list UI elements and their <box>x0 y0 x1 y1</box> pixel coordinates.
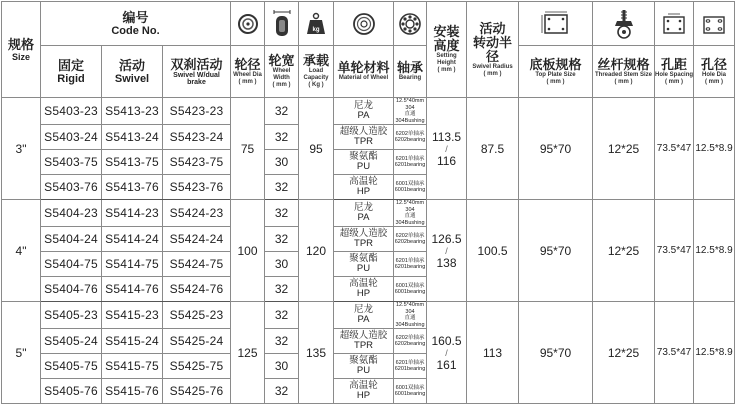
header-rigid: 固定 Rigid <box>41 46 102 98</box>
plate-size-cell: 95*70 <box>519 98 593 200</box>
hole-spacing-cell: 73.5*47 <box>655 302 694 404</box>
bearing-line-1: 6001双轴承 <box>395 282 425 289</box>
load-cell: 135 <box>299 302 334 404</box>
brake-code: S5424-76 <box>163 277 231 302</box>
wheel-width-cell: 30 <box>265 150 299 175</box>
setting-height-cell <box>427 98 467 200</box>
setting-height-cell <box>427 200 467 302</box>
stem-size-cell: 12*25 <box>593 98 655 200</box>
material-zh: 超级人造胶 <box>339 126 388 137</box>
material-zh: 超级人造胶 <box>339 228 388 239</box>
setting-height-a: 113.5 <box>431 129 462 144</box>
setting-height-a: 160.5 <box>431 333 462 348</box>
wheel-front-icon <box>237 13 259 35</box>
slash-divider: / <box>445 245 448 256</box>
bearing-line-2: 6001bearing <box>394 289 426 295</box>
spec-body <box>2 98 735 404</box>
swivel-code: S5413-23 <box>102 98 163 125</box>
brake-code: S5424-24 <box>163 227 231 252</box>
bearing-line-1: 6201单轴承 <box>395 359 425 366</box>
brake-code: S5425-75 <box>163 354 231 379</box>
bearing-line-2: 6202bearing <box>394 239 426 245</box>
bearing-cell <box>394 175 427 200</box>
top-plate-icon <box>541 11 571 37</box>
load-cell: 120 <box>299 200 334 302</box>
wheel-width-cell: 32 <box>265 302 299 329</box>
material-en: PA <box>357 110 370 121</box>
wheel-dia-cell: 125 <box>231 302 265 404</box>
header-brake: 双刹活动 Swivel W/dual brake <box>163 46 231 98</box>
rigid-code: S5403-75 <box>41 150 102 175</box>
bearing-cell <box>394 252 427 277</box>
header-plate-icon-cell <box>519 2 593 46</box>
material-cell <box>334 302 394 329</box>
material-cell <box>334 150 394 175</box>
wheel-width-cell: 30 <box>265 354 299 379</box>
swivel-radius-cell: 100.5 <box>467 200 519 302</box>
hole-dia-cell: 12.5*8.9 <box>694 98 735 200</box>
brake-code: S5424-23 <box>163 200 231 227</box>
size-cell: 5" <box>2 302 41 404</box>
swivel-radius-cell: 113 <box>467 302 519 404</box>
slash-divider: / <box>445 143 448 154</box>
material-en: PA <box>357 314 370 325</box>
swivel-code: S5415-23 <box>102 302 163 329</box>
material-zh: 聚氨酯 <box>349 151 378 162</box>
bearing-line-1: 12.5*40mm 304 <box>395 98 425 111</box>
hole-spacing-icon <box>661 12 687 36</box>
header-swivel: 活动 Swivel <box>102 46 163 98</box>
bearing-line-2: 直通304Bushing <box>395 111 425 124</box>
material-cell <box>334 329 394 354</box>
slash-divider: / <box>445 347 448 358</box>
material-cell <box>334 227 394 252</box>
brake-code: S5423-76 <box>163 175 231 200</box>
header-wheel-dia-icon-cell <box>231 2 265 46</box>
size-cell: 4" <box>2 200 41 302</box>
hole-spacing-cell: 73.5*47 <box>655 200 694 302</box>
setting-height-b: 138 <box>436 255 457 270</box>
wheel-width-cell: 32 <box>265 227 299 252</box>
bearing-cell <box>394 329 427 354</box>
header-material-icon-cell <box>334 2 394 46</box>
rigid-code: S5405-23 <box>41 302 102 329</box>
swivel-code: S5415-76 <box>102 379 163 404</box>
brake-code: S5423-24 <box>163 125 231 150</box>
bearing-line-1: 12.5*40mm 304 <box>395 200 425 213</box>
wheel-dia-cell: 100 <box>231 200 265 302</box>
material-en: HP <box>356 390 371 401</box>
bearing-cell <box>394 98 427 125</box>
caster-spec-table <box>1 1 735 404</box>
rigid-code: S5404-23 <box>41 200 102 227</box>
table-row <box>2 302 735 329</box>
swivel-code: S5414-75 <box>102 252 163 277</box>
header-plate-size: 底板规格 Top Plate Size ( mm ) <box>519 46 593 98</box>
plate-size-cell: 95*70 <box>519 200 593 302</box>
bearing-line-2: 6201bearing <box>394 366 426 372</box>
header-hole-spacing: 孔距 Hole Spacing ( mm ) <box>655 46 694 98</box>
bearing-icon <box>398 12 422 36</box>
material-cell <box>334 379 394 404</box>
material-zh: 尼龙 <box>354 304 374 315</box>
hole-dia-cell: 12.5*8.9 <box>694 200 735 302</box>
material-en: PU <box>356 365 371 376</box>
header-stem-icon-cell <box>593 2 655 46</box>
wheel-width-cell: 32 <box>265 379 299 404</box>
material-zh: 高温轮 <box>349 278 378 289</box>
header-wheel-width: 轮宽 Wheel Width ( mm ) <box>265 46 299 98</box>
header-code: 编号 Code No. <box>41 2 231 46</box>
bearing-cell <box>394 227 427 252</box>
material-zh: 聚氨酯 <box>349 253 378 264</box>
header-setting-height: 安装 高度 Setting Height ( mm ) <box>427 2 467 98</box>
bearing-line-2: 6202bearing <box>394 341 426 347</box>
bearing-cell <box>394 150 427 175</box>
bearing-line-2: 直通304Bushing <box>395 213 425 226</box>
material-en: TPR <box>354 238 374 249</box>
rigid-code: S5403-76 <box>41 175 102 200</box>
header-load: 承载 Load Capacity ( Kg ) <box>299 46 334 98</box>
brake-code: S5423-23 <box>163 98 231 125</box>
header-hole-dia-icon-cell <box>694 2 735 46</box>
header-material: 单轮材料 Material of Wheel <box>334 46 394 98</box>
swivel-code: S5413-75 <box>102 150 163 175</box>
rigid-code: S5405-75 <box>41 354 102 379</box>
swivel-code: S5414-23 <box>102 200 163 227</box>
plate-size-cell: 95*70 <box>519 302 593 404</box>
table-row <box>2 200 735 227</box>
wheel-dia-cell: 75 <box>231 98 265 200</box>
brake-code: S5425-23 <box>163 302 231 329</box>
swivel-code: S5415-24 <box>102 329 163 354</box>
setting-height-a: 126.5 <box>431 231 462 246</box>
header-wheel-width-icon-cell <box>265 2 299 46</box>
material-zh: 超级人造胶 <box>339 330 388 341</box>
wheel-material-icon <box>352 12 376 36</box>
swivel-code: S5413-24 <box>102 125 163 150</box>
header-swivel-radius: 活动 转动半径 Swivel Radius ( mm ) <box>467 2 519 98</box>
material-zh: 高温轮 <box>349 176 378 187</box>
swivel-code: S5413-76 <box>102 175 163 200</box>
brake-code: S5423-75 <box>163 150 231 175</box>
bearing-line-1: 6001双轴承 <box>395 180 425 187</box>
swivel-code: S5414-24 <box>102 227 163 252</box>
setting-height-b: 161 <box>436 357 457 372</box>
bearing-line-1: 6201单轴承 <box>395 155 425 162</box>
size-cell: 3" <box>2 98 41 200</box>
setting-height-cell <box>427 302 467 404</box>
rigid-code: S5404-75 <box>41 252 102 277</box>
bearing-line-2: 6001bearing <box>394 391 426 397</box>
setting-height-b: 116 <box>436 153 457 168</box>
material-en: PA <box>357 212 370 223</box>
header-stem-size: 丝杆规格 Threaded Stem Size ( mm ) <box>593 46 655 98</box>
material-cell <box>334 98 394 125</box>
bearing-line-2: 6201bearing <box>394 264 426 270</box>
rigid-code: S5405-76 <box>41 379 102 404</box>
hole-spacing-cell: 73.5*47 <box>655 98 694 200</box>
swivel-code: S5415-75 <box>102 354 163 379</box>
header-size: 规格 Size <box>2 2 41 98</box>
bearing-line-2: 6201bearing <box>394 162 426 168</box>
bearing-cell <box>394 277 427 302</box>
bearing-line-1: 6202单轴承 <box>395 130 425 137</box>
swivel-code: S5414-76 <box>102 277 163 302</box>
bearing-line-2: 6001bearing <box>394 187 426 193</box>
material-cell <box>334 200 394 227</box>
wheel-width-icon <box>271 9 293 39</box>
material-cell <box>334 125 394 150</box>
bearing-line-2: 直通304Bushing <box>395 315 425 328</box>
bearing-line-1: 6001双轴承 <box>395 384 425 391</box>
rigid-code: S5404-76 <box>41 277 102 302</box>
material-zh: 尼龙 <box>354 100 374 111</box>
wheel-width-cell: 32 <box>265 125 299 150</box>
material-cell <box>334 175 394 200</box>
rigid-code: S5405-24 <box>41 329 102 354</box>
wheel-width-cell: 30 <box>265 252 299 277</box>
wheel-width-cell: 32 <box>265 329 299 354</box>
brake-code: S5425-76 <box>163 379 231 404</box>
wheel-width-cell: 32 <box>265 277 299 302</box>
svg-text:kg: kg <box>312 26 320 33</box>
rigid-code: S5404-24 <box>41 227 102 252</box>
bearing-cell <box>394 302 427 329</box>
load-cell: 95 <box>299 98 334 200</box>
brake-code: S5424-75 <box>163 252 231 277</box>
brake-code: S5425-24 <box>163 329 231 354</box>
header-bearing-icon-cell <box>394 2 427 46</box>
bearing-line-1: 6202单轴承 <box>395 232 425 239</box>
material-en: TPR <box>354 340 374 351</box>
bearing-line-1: 6202单轴承 <box>395 334 425 341</box>
material-en: PU <box>356 161 371 172</box>
stem-size-cell: 12*25 <box>593 302 655 404</box>
wheel-width-cell: 32 <box>265 98 299 125</box>
wheel-width-cell: 32 <box>265 200 299 227</box>
header-hole-dia: 孔径 Hole Dia ( mm ) <box>694 46 735 98</box>
header-hole-spacing-icon-cell <box>655 2 694 46</box>
header-load-icon-cell <box>299 2 334 46</box>
material-zh: 尼龙 <box>354 202 374 213</box>
swivel-radius-cell: 87.5 <box>467 98 519 200</box>
bearing-line-2: 6202bearing <box>394 137 426 143</box>
material-en: HP <box>356 186 371 197</box>
threaded-stem-icon <box>611 9 637 39</box>
table-row <box>2 98 735 125</box>
rigid-code: S5403-23 <box>41 98 102 125</box>
wheel-width-cell: 32 <box>265 175 299 200</box>
bearing-cell <box>394 354 427 379</box>
bearing-line-1: 12.5*40mm 304 <box>395 302 425 315</box>
header-bearing: 轴承 Bearing <box>394 46 427 98</box>
material-zh: 聚氨酯 <box>349 355 378 366</box>
bearing-line-1: 6201单轴承 <box>395 257 425 264</box>
hole-dia-icon <box>701 12 727 36</box>
material-cell <box>334 277 394 302</box>
material-zh: 高温轮 <box>349 380 378 391</box>
bearing-cell <box>394 379 427 404</box>
bearing-cell <box>394 125 427 150</box>
rigid-code: S5403-24 <box>41 125 102 150</box>
material-cell <box>334 354 394 379</box>
material-en: TPR <box>354 136 374 147</box>
material-cell <box>334 252 394 277</box>
header-wheel-dia: 轮径 Wheel Dia ( mm ) <box>231 46 265 98</box>
stem-size-cell: 12*25 <box>593 200 655 302</box>
material-en: PU <box>356 263 371 274</box>
weight-icon <box>306 12 326 36</box>
bearing-cell <box>394 200 427 227</box>
material-en: HP <box>356 288 371 299</box>
hole-dia-cell: 12.5*8.9 <box>694 302 735 404</box>
